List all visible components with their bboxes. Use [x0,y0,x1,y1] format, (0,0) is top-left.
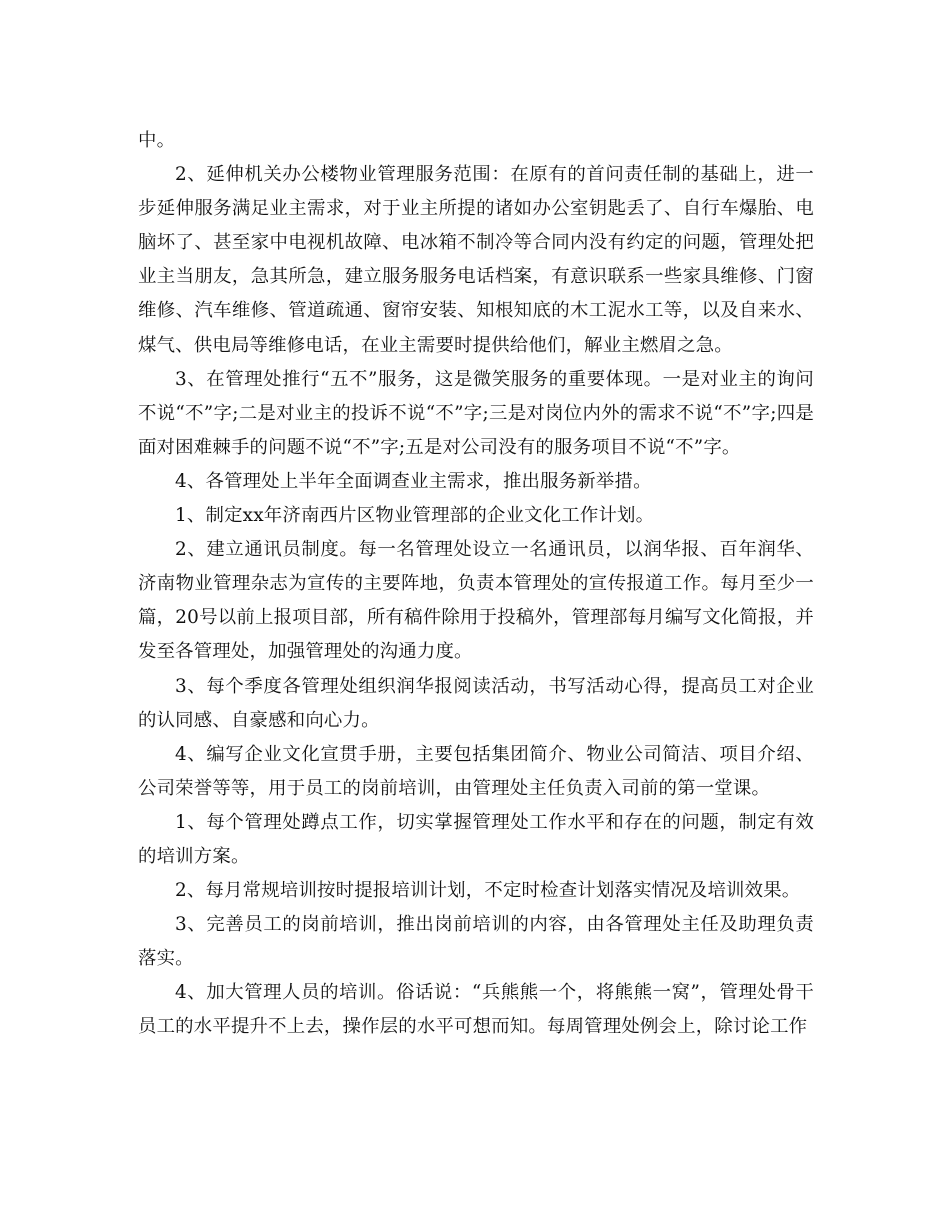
paragraph-7: 3、每个季度各管理处组织润华报阅读活动，书写活动心得，提高员工对企业的认同感、自豪感和向心力。 [138,675,814,731]
paragraph-2: 2、延伸机关办公楼物业管理服务范围：在原有的首问责任制的基础上，进一步延伸服务满足业主需求，对于业主所提的诸如办公室钥匙丢了、自行车爆胎、电脑坏了、甚至家中电视机故障、电冰箱不制冷等合同内没有约定的问题，管理处把业主当朋友，急其所急，建立服务服务电话档案，有意识联系一些家具维修、门窗维修、汽车维修、管道疏通、窗帘安装、知根知底的木工泥水工等，以及自来水、煤气、供电局等维修电话，在业主需要时提供给他们，解业主燃眉之急。 [138,164,814,356]
document-body [138,124,814,1045]
paragraph-12: 4、加大管理人员的培训。俗话说：“兵熊熊一个，将熊熊一窝”，管理处骨干员工的水平提升不上去，操作层的水平可想而知。每周管理处例会上，除讨论工作 [138,982,814,1038]
paragraph-9: 1、每个管理处蹲点工作，切实掌握管理处工作水平和存在的问题，制定有效的培训方案。 [138,811,814,867]
paragraph-10: 2、每月常规培训按时提报培训计划，不定时检查计划落实情况及培训效果。 [175,880,801,902]
paragraph-6: 2、建立通讯员制度。每一名管理处设立一名通讯员，以润华报、百年润华、济南物业管理杂志为宣传的主要阵地，负责本管理处的宣传报道工作。每月至少一篇，20号以前上报项目部，所有稿件除用于投稿外，管理部每月编写文化简报，并发至各管理处，加强管理处的沟通力度。 [138,539,814,663]
paragraph-5: 1、制定xx年济南西片区物业管理部的企业文化工作计划。 [175,505,655,527]
paragraph-3: 3、在管理处推行“五不”服务，这是微笑服务的重要体现。一是对业主的询问不说“不”字;二是对业主的投诉不说“不”字;三是对岗位内外的需求不说“不”字;四是面对困难棘手的问题不说“不”字;五是对公司没有的服务项目不说“不”字。 [138,368,814,458]
paragraph-11: 3、完善员工的岗前培训，推出岗前培训的内容，由各管理处主任及助理负责落实。 [138,914,814,970]
paragraph-8: 4、编写企业文化宣贯手册，主要包括集团简介、物业公司简洁、项目介绍、公司荣誉等等，用于员工的岗前培训，由管理处主任负责入司前的第一堂课。 [138,743,814,799]
paragraph-1: 中。 [138,130,176,151]
paragraph-4: 4、各管理处上半年全面调查业主需求，推出服务新举措。 [175,470,652,492]
